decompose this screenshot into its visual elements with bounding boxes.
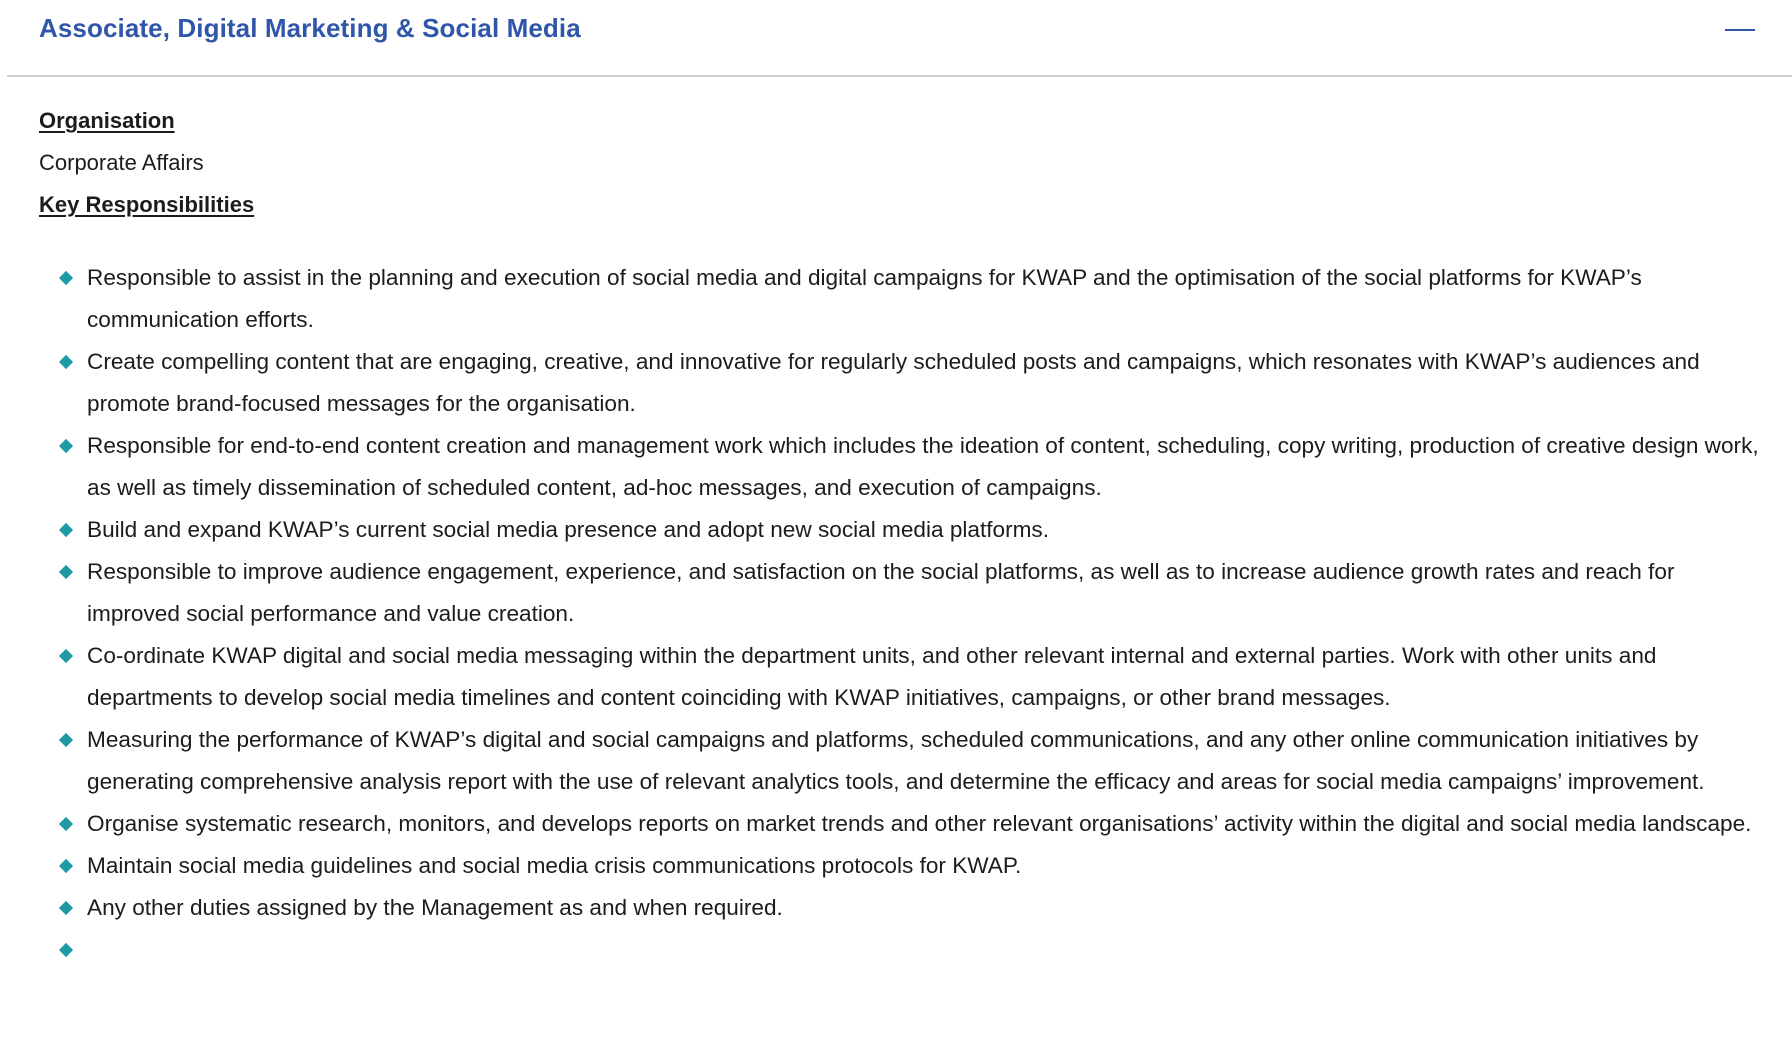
- list-item-text: Responsible for end-to-end content creation and management work which includes the ideation of content, scheduling, copy writing, production of creative design work, as well as timely dissemination of scheduled content, ad-hoc messages, and execution of campaigns.: [87, 433, 1759, 500]
- responsibilities-list: [59, 257, 1759, 971]
- list-item-text: Responsible to assist in the planning and execution of social media and digital campaigns for KWAP and the optimisation of the social platforms for KWAP’s communication efforts.: [87, 265, 1642, 332]
- list-item-text: Responsible to improve audience engagement, experience, and satisfaction on the social platforms, as well as to increase audience growth rates and reach for improved social performance and value creation.: [87, 559, 1675, 626]
- accordion-header[interactable]: [7, 0, 1792, 77]
- list-item-text: Any other duties assigned by the Management as and when required.: [87, 895, 783, 920]
- list-item: [59, 845, 1759, 887]
- minus-icon: [1725, 29, 1755, 31]
- list-item: [59, 341, 1759, 425]
- diamond-bullet-icon: [59, 565, 73, 579]
- list-item: [59, 551, 1759, 635]
- diamond-bullet-icon: [59, 649, 73, 663]
- accordion-body: [39, 100, 1759, 920]
- list-item-text: Organise systematic research, monitors, and develops reports on market trends and other relevant organisations’ activity within the digital and social media landscape.: [87, 811, 1752, 836]
- diamond-bullet-icon: [59, 355, 73, 369]
- diamond-bullet-icon: [59, 523, 73, 537]
- list-item-text: Build and expand KWAP’s current social media presence and adopt new social media platforms.: [87, 517, 1050, 542]
- diamond-bullet-icon: [59, 901, 73, 915]
- diamond-bullet-icon: [59, 817, 73, 831]
- collapse-toggle-button[interactable]: [1723, 12, 1759, 48]
- list-item-text: Co-ordinate KWAP digital and social media messaging within the department units, and other relevant internal and external parties. Work with other units and departments to develop social media timelines and content coinciding with KWAP initiatives, campaigns, or other brand messages.: [87, 643, 1657, 710]
- list-item-text: Measuring the performance of KWAP’s digital and social campaigns and platforms, scheduled communications, and any other online communication initiatives by generating comprehensive analysis report with the use of relevant analytics tools, and determine the efficacy and areas for social media campaigns’ improvement.: [87, 727, 1705, 794]
- diamond-bullet-icon: [59, 271, 73, 285]
- list-item: [59, 257, 1759, 341]
- list-item: [59, 425, 1759, 509]
- list-item: [59, 509, 1759, 551]
- organisation-label: Organisation: [39, 108, 175, 133]
- list-item: [59, 887, 1759, 929]
- list-item-text: Maintain social media guidelines and social media crisis communications protocols for KWAP.: [87, 853, 1022, 878]
- diamond-bullet-icon: [59, 859, 73, 873]
- list-item: [59, 635, 1759, 719]
- diamond-bullet-icon: [59, 733, 73, 747]
- diamond-bullet-icon: [59, 439, 73, 453]
- list-item: [59, 719, 1759, 803]
- organisation-value: Corporate Affairs: [39, 150, 204, 175]
- diamond-bullet-icon: [59, 943, 73, 957]
- list-item-text: Create compelling content that are engaging, creative, and innovative for regularly scheduled posts and campaigns, which resonates with KWAP’s audiences and promote brand-focused messages for the organisation.: [87, 349, 1700, 416]
- list-item: [59, 803, 1759, 845]
- job-title[interactable]: Associate, Digital Marketing & Social Media: [39, 13, 581, 43]
- key-responsibilities-label: Key Responsibilities: [39, 192, 255, 217]
- list-item-empty: [59, 929, 1759, 971]
